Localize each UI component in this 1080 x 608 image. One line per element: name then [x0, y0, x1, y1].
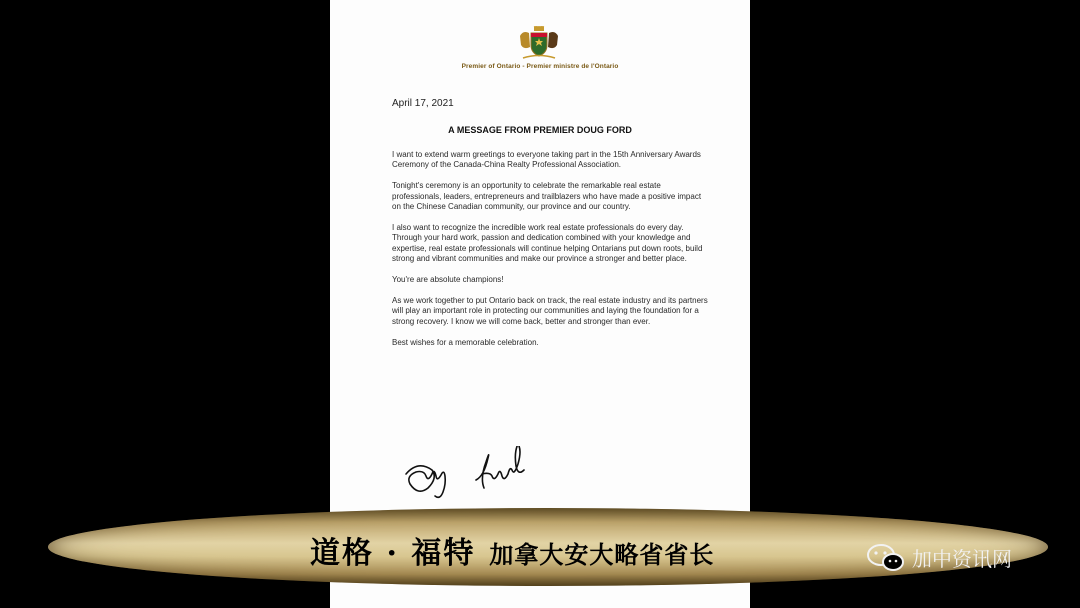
caption-name: 道格 · 福特	[310, 536, 476, 571]
paragraph-4: You're are absolute champions!	[392, 275, 504, 285]
paragraph-2: Tonight's ceremony is an opportunity to celebrate the remarkable real estate professionals, leaders, entrepreneurs and trailblazers who have made a positive impact on the Chinese Canadian community, our province and our country.	[392, 181, 702, 212]
watermark-text: 加中资讯网	[912, 547, 1012, 571]
paragraph-5: As we work together to put Ontario back on track, the real estate industry and its partners will play an important role in protecting our communities and laying the foundation for a strong recovery. I know we will come back, better and stronger than ever.	[392, 296, 708, 326]
caption-title: 加拿大安大略省省长	[489, 540, 715, 569]
signature-image	[398, 446, 558, 506]
caption-text	[310, 528, 714, 572]
office-title: Premier of Ontario - Premier ministre de l'Ontario	[461, 63, 619, 70]
wechat-icon	[866, 543, 906, 573]
letter-heading: A MESSAGE FROM PREMIER DOUG FORD	[448, 125, 632, 135]
paragraph-3: I also want to recognize the incredible work real estate professionals do every day. Through your hard work, passion and dedication combined with your knowledge and expertise, real estate professionals will continue helping Ontarians put down roots, build strong and vibrant communities and make our province a stronger and better place.	[392, 223, 703, 264]
letter-date: April 17, 2021	[392, 98, 454, 109]
paragraph-6: Best wishes for a memorable celebration.	[392, 337, 539, 347]
ontario-coat-of-arms-icon	[517, 26, 561, 62]
paragraph-1: I want to extend warm greetings to everyone taking part in the 15th Anniversary Awards Ceremony of the Canada-China Realty Professional Association.	[392, 150, 701, 170]
letter-body	[392, 150, 710, 359]
